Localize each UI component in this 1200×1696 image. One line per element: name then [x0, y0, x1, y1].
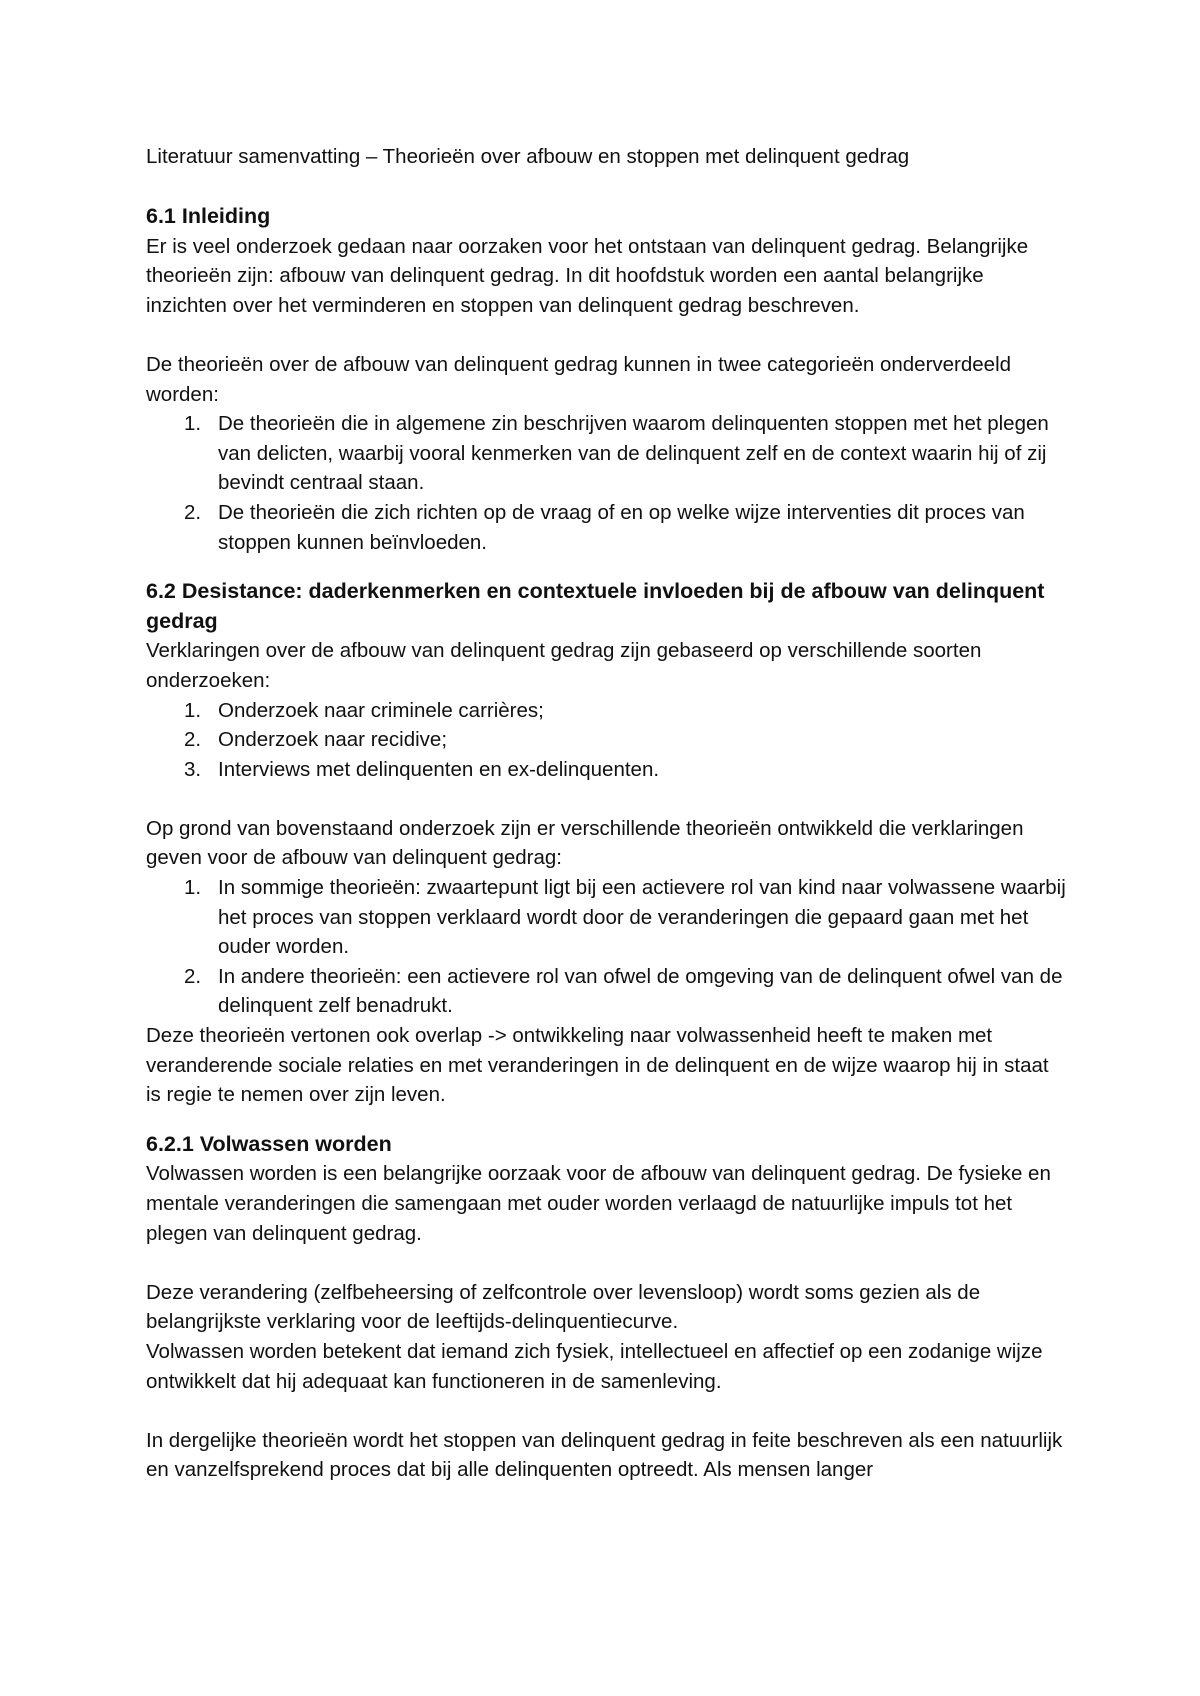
list-item-number: 2. [184, 500, 202, 524]
list-item-number: 1. [184, 876, 202, 900]
list-item-number: 1. [184, 698, 202, 722]
list-item-text: De theorieën die in algemene zin beschrijven waarom delinquenten stoppen met het plegen van delicten, waarbij vooral kenmerken van de delinquent zelf en de context waarin hij of zij bevindt centraal staan. [218, 412, 1049, 495]
spacer [146, 557, 1066, 577]
list-item-number: 2. [184, 728, 202, 752]
spacer [146, 1396, 1066, 1426]
spacer [146, 784, 1066, 814]
list-item [146, 873, 1066, 962]
paragraph-6-2-1-meaning: Volwassen worden betekent dat iemand zich fysiek, intellectueel en affectief op een zodanige wijze ontwikkelt dat hij adequaat kan functioneren in de samenleving. [146, 1339, 1043, 1393]
heading-6-1: 6.1 Inleiding [146, 204, 271, 228]
paragraph-6-2-1-theories: In dergelijke theorieën wordt het stoppen van delinquent gedrag in feite beschreven als een natuurlijk en vanzelfsprekend proces dat bij alle delinquenten optreedt. Als mensen langer [146, 1428, 1063, 1482]
list-6-1-categories [146, 409, 1066, 557]
list-item [146, 696, 1066, 726]
list-item-text: Onderzoek naar criminele carrières; [218, 698, 544, 722]
list-item [146, 962, 1066, 1021]
list-item-number: 1. [184, 412, 202, 436]
list-item [146, 725, 1066, 755]
heading-6-2-1: 6.2.1 Volwassen worden [146, 1131, 392, 1156]
list-item-text: De theorieën die zich richten op de vraag of en op welke wijze interventies dit proces van stoppen kunnen beïnvloeden. [218, 500, 1025, 554]
document-page [146, 142, 1066, 1485]
list-6-2-research [146, 696, 1066, 785]
paragraph-6-2-1-intro: Volwassen worden is een belangrijke oorzaak voor de afbouw van delinquent gedrag. De fysieke en mentale veranderingen die samengaan met ouder worden verlaagd de natuurlijke impuls tot het plegen van delinquent gedrag. [146, 1162, 1051, 1245]
document-title: Literatuur samenvatting – Theorieën over afbouw en stoppen met delinquent gedrag [146, 145, 910, 168]
list-item [146, 409, 1066, 498]
list-item [146, 498, 1066, 557]
list-item-text: Onderzoek naar recidive; [218, 728, 448, 752]
list-item-number: 2. [184, 964, 202, 988]
paragraph-6-1-intro: Er is veel onderzoek gedaan naar oorzaken voor het ontstaan van delinquent gedrag. Belangrijke theorieën zijn: afbouw van delinquent gedrag. In dit hoofdstuk worden een aantal belangrijke inzichten over het verminderen en stoppen van delinquent gedrag beschreven. [146, 234, 1029, 317]
list-6-2-theories [146, 873, 1066, 1021]
spacer [146, 1248, 1066, 1278]
list-item-text: In sommige theorieën: zwaartepunt ligt bij een actievere rol van kind naar volwassene waarbij het proces van stoppen verklaard wordt door de veranderingen die gepaard gaan met het ouder worden. [218, 876, 1066, 959]
spacer [146, 320, 1066, 350]
spacer [146, 1110, 1066, 1130]
paragraph-6-1-categories: De theorieën over de afbouw van delinquent gedrag kunnen in twee categorieën onderverdeeld worden: [146, 352, 1012, 406]
paragraph-6-2-intro: Verklaringen over de afbouw van delinquent gedrag zijn gebaseerd op verschillende soorten onderzoeken: [146, 639, 982, 692]
list-item [146, 755, 1066, 785]
paragraph-6-2-1-change: Deze verandering (zelfbeheersing of zelfcontrole over levensloop) wordt soms gezien als de belangrijkste verklaring voor de leeftijds-delinquentiecurve. [146, 1280, 981, 1334]
list-item-text: Interviews met delinquenten en ex-delinquenten. [218, 757, 660, 781]
paragraph-6-2-theories: Op grond van bovenstaand onderzoek zijn er verschillende theorieën ontwikkeld die verklaringen geven voor de afbouw van delinquent gedrag: [146, 816, 1024, 870]
paragraph-6-2-overlap: Deze theorieën vertonen ook overlap -> ontwikkeling naar volwassenheid heeft te maken met veranderende sociale relaties en met veranderingen in de delinquent en de wijze waarop hij in staat is regie te nemen over zijn leven. [146, 1024, 1049, 1107]
heading-6-2: 6.2 Desistance: daderkenmerken en contextuele invloeden bij de afbouw van delinquent gedrag [146, 579, 1045, 633]
list-item-number: 3. [184, 757, 202, 781]
list-item-text: In andere theorieën: een actievere rol van ofwel de omgeving van de delinquent ofwel van de delinquent zelf benadrukt. [218, 964, 1063, 1018]
